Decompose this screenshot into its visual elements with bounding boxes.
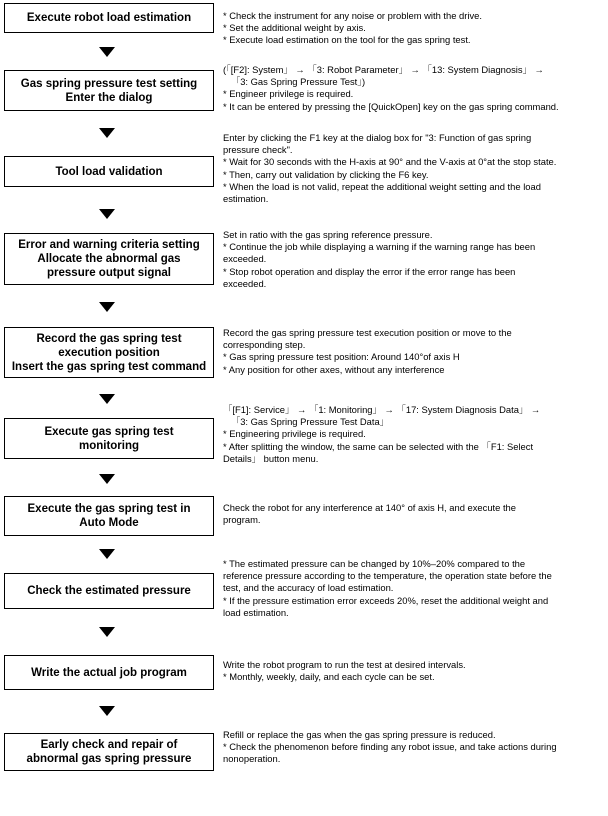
note-line: * When the load is not valid, repeat the additional weight setting and the load [223,180,541,192]
note-line: pressure check". [223,144,293,156]
note-line: nonoperation. [223,753,281,765]
step-title-line: Allocate the abnormal gas [37,253,181,265]
step-note-2 [223,64,605,113]
step-note-3 [223,132,605,205]
note-line: * Set the additional weight by axis. [223,22,366,34]
step-box-8 [4,573,214,609]
down-arrow-icon [99,549,115,559]
step-title-line: Error and warning criteria setting [18,239,200,251]
down-arrow-icon [99,627,115,637]
step-box-7 [4,496,214,536]
note-line: * The estimated pressure can be changed by 10%–20% compared to the [223,558,526,569]
step-box-2 [4,70,214,111]
step-title-line: monitoring [78,439,140,452]
down-arrow-icon [99,706,115,716]
note-line: * Stop robot operation and display the error if the error range has been [223,265,516,277]
down-arrow-icon [99,302,115,312]
note-line: exceeded. [223,277,267,289]
step-note-5 [223,327,605,376]
step-note-10 [223,729,605,766]
step-title-line: Insert the gas spring test command [11,360,207,373]
step-title-line: abnormal gas spring pressure [26,753,192,765]
note-line: Details」 button menu. [223,452,319,464]
note-line: * Monthly, weekly, daily, and each cycle can be set. [223,671,435,683]
note-line: Check the robot for any interference at 140° of axis H, and execute the [223,502,516,513]
note-line: 「[F1]: Service」 → 「1: Monitoring」 → 「17: System Diagnosis Data」 → [223,404,541,415]
step-title-line: Gas spring pressure test setting [20,77,198,90]
step-box-4 [4,233,214,285]
step-title-line: Write the actual job program [31,666,187,679]
note-line: * Then, carry out validation by clicking the F6 key. [223,168,429,180]
note-line: * Any position for other axes, without any interference [223,363,445,375]
down-arrow-icon [99,474,115,484]
step-box-6 [4,418,214,459]
note-line: * It can be entered by pressing the [QuickOpen] key on the gas spring command. [223,100,559,112]
step-title-line: Execute robot load estimation [26,12,192,24]
down-arrow-icon [99,47,115,57]
step-title-line: Enter the dialog [65,91,153,104]
down-arrow-icon [99,128,115,138]
note-line: Refill or replace the gas when the gas spring pressure is reduced. [223,729,496,740]
note-line: * Check the phenomenon before finding any robot issue, and take actions during [223,741,557,753]
note-line: * Engineering privilege is required. [223,428,366,440]
note-line: Set in ratio with the gas spring reference pressure. [223,229,433,240]
down-arrow-icon [99,394,115,404]
step-box-3 [4,156,214,187]
note-line: * After splitting the window, the same can be selected with the 「F1: Select [223,440,534,452]
note-line: * Gas spring pressure test position: Around 140°of axis H [223,351,460,363]
step-box-10 [4,733,214,771]
note-line: load estimation. [223,606,289,618]
note-line: (「[F2]: System」 → 「3: Robot Parameter」 → 「13: System Diagnosis」 → [223,64,544,75]
note-line: 「3: Gas Spring Pressure Test」) [223,76,366,88]
note-line: exceeded. [223,253,267,265]
step-box-5 [4,327,214,378]
note-line: estimation. [223,193,269,205]
step-title-line: execution position [58,346,160,359]
step-title-line: Record the gas spring test [36,332,182,345]
note-line: Write the robot program to run the test at desired intervals. [223,659,466,670]
note-line: Record the gas spring pressure test execution position or move to the [223,327,512,338]
note-line: corresponding step. [223,339,306,351]
step-title-line: Execute the gas spring test in [27,503,191,515]
step-title-line: Tool load validation [55,165,163,178]
step-note-6 [223,404,605,465]
step-note-7 [223,502,605,526]
note-line: program. [223,514,261,526]
step-box-1 [4,3,214,33]
step-note-9 [223,659,605,683]
note-line: Enter by clicking the F1 key at the dialog box for "3: Function of gas spring [223,132,532,143]
note-line: * Wait for 30 seconds with the H-axis at 90° and the V-axis at 0°at the stop state. [223,156,557,168]
note-line: * Execute load estimation on the tool for the gas spring test. [223,34,471,46]
note-line: * Engineer privilege is required. [223,88,354,100]
down-arrow-icon [99,209,115,219]
note-line: 「3: Gas Spring Pressure Test Data」 [223,416,390,428]
step-note-1 [223,10,605,47]
note-line: * If the pressure estimation error exceeds 20%, reset the additional weight and [223,594,549,606]
note-line: test, and the accuracy of load estimation. [223,582,394,594]
note-line: reference pressure according to the temperature, the operation state before the [223,570,552,582]
step-note-4 [223,229,605,290]
note-line: * Continue the job while displaying a warning if the warning range has been [223,241,536,253]
note-line: * Check the instrument for any noise or problem with the drive. [223,10,482,21]
step-box-9 [4,655,214,690]
step-title-line: Execute gas spring test [44,425,174,438]
step-title-line: Auto Mode [79,517,139,529]
step-title-line: Early check and repair of [40,739,178,751]
step-note-8 [223,558,605,619]
step-title-line: pressure output signal [47,267,171,279]
step-title-line: Check the estimated pressure [27,585,191,597]
